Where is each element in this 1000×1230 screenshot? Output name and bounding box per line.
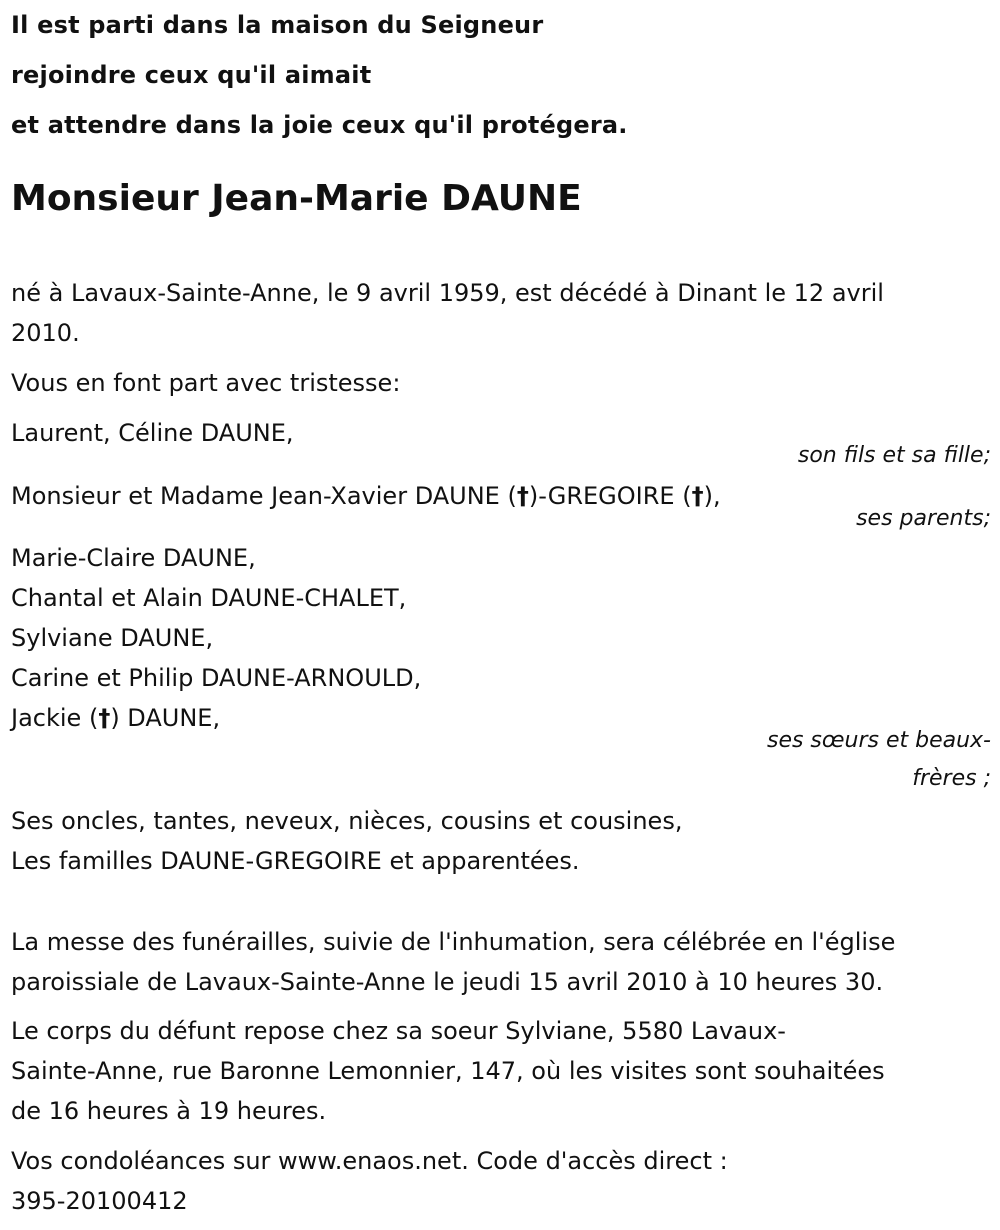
parents-text: Monsieur et Madame Jean-Xavier DAUNE ( xyxy=(11,482,517,510)
extended-line: Les familles DAUNE-GREGOIRE et apparentées. xyxy=(11,847,580,875)
sibling-line: Sylviane DAUNE, xyxy=(11,624,214,652)
visitation-line: Le corps du défunt repose chez sa soeur Sylviane, 5580 Lavaux- xyxy=(11,1017,786,1045)
birth-death-line: né à Lavaux-Sainte-Anne, le 9 avril 1959, est décédé à Dinant le 12 avril xyxy=(11,279,884,307)
siblings-relation: frères ; xyxy=(912,766,991,791)
verse-line: rejoindre ceux qu'il aimait xyxy=(11,61,372,89)
visitation-line: Sainte-Anne, rue Baronne Lemonnier, 147, où les visites sont souhaitées xyxy=(11,1057,885,1085)
cross-icon: † xyxy=(516,482,529,510)
intro-line: Vous en font part avec tristesse: xyxy=(11,369,401,397)
sibling-line: Carine et Philip DAUNE-ARNOULD, xyxy=(11,664,422,692)
visitation-line: de 16 heures à 19 heures. xyxy=(11,1097,327,1125)
birth-death-info xyxy=(11,273,991,353)
cross-icon: † xyxy=(98,704,111,732)
visitation-info xyxy=(11,1011,991,1131)
intro-text xyxy=(11,363,991,403)
sibling-line: Chantal et Alain DAUNE-CHALET, xyxy=(11,584,407,612)
funeral-info xyxy=(11,922,991,1002)
verse xyxy=(11,0,991,150)
parents-relation-block xyxy=(11,500,991,538)
condolences-line: Vos condoléances sur www.enaos.net. Code d'accès direct : xyxy=(11,1147,728,1175)
verse-line: Il est parti dans la maison du Seigneur xyxy=(11,11,544,39)
deceased-name: Monsieur Jean-Marie DAUNE xyxy=(11,178,582,219)
sibling-text: Jackie ( xyxy=(11,704,99,732)
children-relation-block xyxy=(11,437,991,475)
sibling-line: Marie-Claire DAUNE, xyxy=(11,544,256,572)
access-code: 395-20100412 xyxy=(11,1187,188,1215)
birth-death-line: 2010. xyxy=(11,319,80,347)
condolences-info xyxy=(11,1141,991,1221)
parents-text: ), xyxy=(703,482,721,510)
family-siblings xyxy=(11,538,991,738)
funeral-line: paroissiale de Lavaux-Sainte-Anne le jeudi 15 avril 2010 à 10 heures 30. xyxy=(11,968,884,996)
cross-icon: † xyxy=(691,482,704,510)
verse-line: et attendre dans la joie ceux qu'il protégera. xyxy=(11,111,628,139)
siblings-relation-block xyxy=(11,722,991,798)
extended-family xyxy=(11,801,991,881)
children-relation: son fils et sa fille; xyxy=(797,443,991,468)
siblings-relation: ses sœurs et beaux- xyxy=(766,728,991,753)
parents-relation: ses parents; xyxy=(856,506,991,531)
parents-text: )-GREGOIRE ( xyxy=(528,482,692,510)
funeral-line: La messe des funérailles, suivie de l'inhumation, sera célébrée en l'église xyxy=(11,928,896,956)
sibling-text: ) DAUNE, xyxy=(110,704,221,732)
extended-line: Ses oncles, tantes, neveux, nièces, cousins et cousines, xyxy=(11,807,683,835)
children-line: Laurent, Céline DAUNE, xyxy=(11,419,294,447)
